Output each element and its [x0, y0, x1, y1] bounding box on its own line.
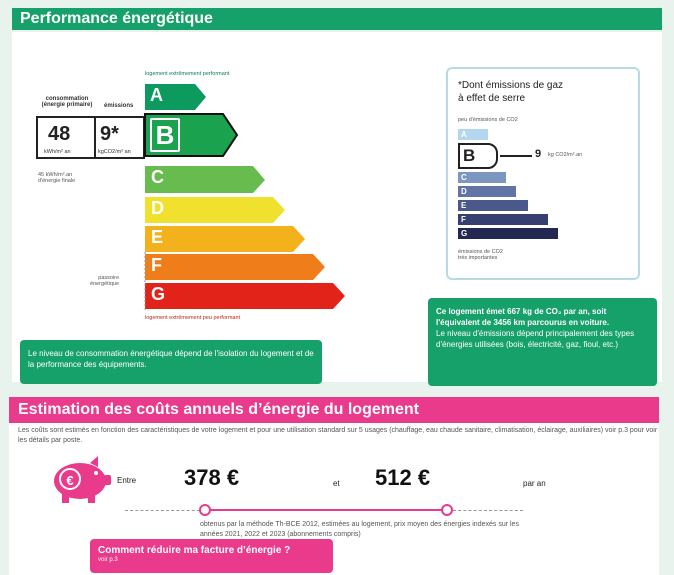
performance-section-title: Performance énergétique: [12, 8, 662, 30]
ges-pointer-line: [500, 155, 532, 157]
ges-bottom-label: émissions de CO2 très importantes: [458, 249, 503, 261]
cost-max-value: 512 €: [375, 465, 431, 490]
cost-section-title: Estimation des coûts annuels d’énergie du logement: [9, 397, 659, 423]
dpe-bar-E: [145, 226, 305, 252]
ges-box: [446, 67, 640, 280]
reduce-bill-sub: voir p.3: [98, 557, 118, 563]
consumption-callout: Le niveau de consommation énergétique dépend de l'isolation du logement et de la performance des équipements.: [20, 340, 322, 384]
range-min-marker: [199, 504, 211, 516]
dpe-label-G: G: [151, 284, 166, 304]
dpe-label-D: D: [151, 198, 164, 218]
range-dash-left: [125, 510, 205, 511]
dpe-label-B: B: [150, 118, 180, 152]
energy-values-box: [36, 116, 145, 159]
dpe-label-A: A: [150, 85, 163, 105]
ges-bar-E: E: [458, 200, 528, 211]
emissions-callout-bold: Ce logement émet 667 kg de CO₂ par an, soit l'équivalent de 3456 km parcourus en voiture.: [436, 307, 610, 327]
emissions-header: émissions: [104, 103, 134, 109]
dpe-scale: [143, 80, 353, 312]
dpe-bar-G: [145, 283, 345, 309]
reduce-bill-link[interactable]: [90, 539, 333, 573]
ges-bar-A: A: [458, 129, 488, 140]
consumption-unit: kWh/m² an: [44, 149, 71, 155]
ges-title: *Dont émissions de gaz à effet de serre: [458, 80, 564, 104]
dpe-label-C: C: [151, 167, 164, 187]
dpe-label-E: E: [151, 227, 164, 247]
passoire-label: passoire énergétique: [90, 275, 120, 287]
ges-unit: kg CO2/m².an: [548, 152, 583, 158]
ges-value: 9: [535, 148, 542, 160]
emissions-value: 9*: [100, 123, 119, 145]
cost-method-note: obtenus par la méthode Th-BCE 2012, estimées au logement, prix moyen des énergies indexés sur les années 2021, 2022 et 2023 (abonnements compris): [200, 521, 519, 538]
ges-bar-G: G: [458, 228, 558, 239]
dpe-top-label: logement extrêmement performant: [145, 71, 230, 77]
cost-min-value: 378 €: [184, 465, 240, 490]
range-dash-right: [453, 510, 523, 511]
cost-per-year-label: par an: [523, 479, 546, 488]
final-energy-note: 45 kWh/m².an d'énergie finale: [38, 172, 76, 184]
dpe-bar-F: [145, 254, 325, 280]
emissions-callout-text: Le niveau d'émissions dépend principalement des types d'énergies utilisées (bois, électricité, gaz, fioul, etc.): [436, 329, 635, 349]
emissions-callout: [428, 298, 657, 386]
reduce-bill-title: Comment réduire ma facture d’énergie ?: [98, 545, 291, 556]
ges-bar-B: B: [458, 143, 498, 169]
dpe-label-F: F: [151, 255, 162, 275]
ges-bar-C: C: [458, 172, 506, 183]
dpe-bar-D: [145, 197, 285, 223]
range-line: [205, 509, 445, 511]
ges-bar-F: F: [458, 214, 548, 225]
consumption-header: consommation (énergie primaire): [41, 96, 93, 108]
cost-and-label: et: [333, 479, 340, 488]
cost-description: Les coûts sont estimés en fonction des caractéristiques de votre logement et pour une utilisation standard sur 5 usages (chauffage, eau chaude sanitaire, climatisation, éclairage, auxiliaires) voir p.3 pour voir les détails par poste.: [18, 427, 658, 444]
dpe-bottom-label: logement extrêmement peu performant: [145, 315, 241, 321]
euro-icon: €: [59, 468, 81, 490]
ges-top-label: peu d'émissions de CO2: [458, 117, 518, 123]
cost-between-label: Entre: [117, 476, 137, 485]
emissions-unit: kgCO2/m² an: [98, 149, 131, 155]
ges-bar-D: D: [458, 186, 516, 197]
consumption-value: 48: [48, 123, 71, 145]
range-max-marker: [441, 504, 453, 516]
